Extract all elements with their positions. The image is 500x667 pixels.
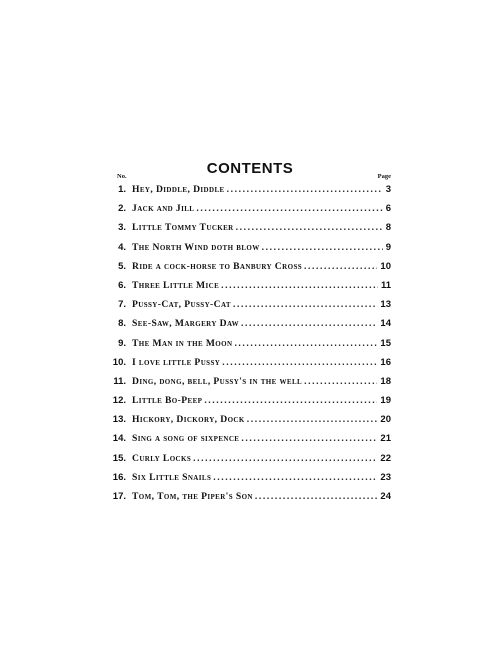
entry-page-number: 14 <box>380 318 391 330</box>
entry-title: Three Little Mice <box>132 279 220 291</box>
entry-page-number: 21 <box>380 433 391 445</box>
toc-entry[interactable] <box>110 199 391 218</box>
dot-leader <box>304 372 377 391</box>
entry-number: 2. <box>118 203 126 215</box>
entry-number: 6. <box>118 279 126 291</box>
entry-title: Hickory, Dickory, Dock <box>132 414 245 426</box>
toc-entry[interactable] <box>110 353 391 372</box>
dot-leader <box>262 238 383 257</box>
entry-page-number: 9 <box>385 241 391 253</box>
dot-leader <box>193 449 377 468</box>
entry-page-number: 13 <box>380 299 391 311</box>
entry-number: 9. <box>118 337 126 349</box>
toc-entry[interactable] <box>110 468 391 487</box>
entry-page-number: 11 <box>380 279 391 291</box>
page-title: CONTENTS <box>206 160 294 177</box>
dot-leader <box>222 353 377 372</box>
toc-entry[interactable] <box>110 429 391 448</box>
entry-line <box>132 487 391 506</box>
entry-title: I love little Pussy <box>132 356 221 368</box>
dot-leader <box>241 429 377 448</box>
entry-line <box>132 372 391 391</box>
entry-page-number: 16 <box>380 356 391 368</box>
entry-line <box>132 314 391 333</box>
entry-line <box>132 410 391 429</box>
toc-entry[interactable] <box>110 238 391 257</box>
dot-leader <box>236 218 383 237</box>
entry-title: See-Saw, Margery Daw <box>132 318 240 330</box>
entry-number: 4. <box>118 241 126 253</box>
entry-title: Ride a cock-horse to Banbury Cross <box>132 260 303 272</box>
toc-entry[interactable] <box>110 334 391 353</box>
entry-number: 3. <box>118 222 126 234</box>
entry-title: Little Bo-Peep <box>132 395 203 407</box>
toc-entry[interactable] <box>110 314 391 333</box>
dot-leader <box>233 295 377 314</box>
number-column-label: No. <box>117 173 127 180</box>
entry-line <box>132 276 391 295</box>
entry-line <box>132 238 391 257</box>
dot-leader <box>241 314 377 333</box>
toc-entry[interactable] <box>110 295 391 314</box>
entry-title: Jack and Jill <box>132 203 195 215</box>
entry-page-number: 10 <box>380 260 391 272</box>
toc-entry[interactable] <box>110 487 391 506</box>
entry-page-number: 8 <box>385 222 391 234</box>
entry-line <box>132 391 391 410</box>
dot-leader <box>234 334 377 353</box>
dot-leader <box>213 468 377 487</box>
dot-leader <box>247 410 378 429</box>
toc-entry[interactable] <box>110 218 391 237</box>
entry-line <box>132 257 391 276</box>
dot-leader <box>196 199 382 218</box>
entry-line <box>132 218 391 237</box>
entry-title: The North Wind doth blow <box>132 241 260 253</box>
table-of-contents <box>110 180 391 506</box>
dot-leader <box>227 180 383 199</box>
dot-leader <box>204 391 377 410</box>
entry-page-number: 20 <box>380 414 391 426</box>
toc-entry[interactable] <box>110 449 391 468</box>
entry-line <box>132 353 391 372</box>
dot-leader <box>221 276 378 295</box>
entry-number: 14. <box>112 433 126 445</box>
entry-title: Tom, Tom, the Piper's Son <box>132 491 253 502</box>
dot-leader <box>255 487 378 506</box>
toc-entry[interactable] <box>110 257 391 276</box>
toc-entry[interactable] <box>110 276 391 295</box>
entry-number: 5. <box>118 260 126 272</box>
entry-title: Little Tommy Tucker <box>132 222 234 234</box>
toc-entry[interactable] <box>110 180 391 199</box>
entry-title: Six Little Snails <box>132 471 212 483</box>
entry-number: 16. <box>112 471 126 483</box>
entry-line <box>132 449 391 468</box>
entry-number: 1. <box>118 184 126 195</box>
entry-line <box>132 468 391 487</box>
entry-line <box>132 199 391 218</box>
dot-leader <box>304 257 377 276</box>
entry-title: Ding, dong, bell, Pussy's in the well <box>132 375 303 387</box>
entry-page-number: 23 <box>380 471 391 483</box>
entry-page-number: 18 <box>380 375 391 387</box>
entry-page-number: 6 <box>385 203 391 215</box>
entry-title: The Man in the Moon <box>132 337 233 349</box>
page-column-label: Page <box>377 173 391 180</box>
entry-title: Sing a song of sixpence <box>132 433 240 445</box>
entry-line <box>132 295 391 314</box>
toc-entry[interactable] <box>110 391 391 410</box>
entry-page-number: 19 <box>380 395 391 407</box>
entry-number: 11. <box>113 375 126 387</box>
toc-entry[interactable] <box>110 410 391 429</box>
entry-page-number: 24 <box>380 491 391 502</box>
entry-number: 17. <box>112 491 126 502</box>
entry-line <box>132 429 391 448</box>
entry-number: 15. <box>112 452 126 464</box>
toc-entry[interactable] <box>110 372 391 391</box>
entry-number: 13. <box>112 414 126 426</box>
entry-page-number: 22 <box>380 452 391 464</box>
entry-line <box>132 334 391 353</box>
entry-number: 12. <box>112 395 126 407</box>
entry-number: 8. <box>118 318 126 330</box>
entry-number: 10. <box>112 356 126 368</box>
entry-page-number: 15 <box>380 337 391 349</box>
entry-number: 7. <box>118 299 126 311</box>
entry-title: Pussy-Cat, Pussy-Cat <box>132 299 231 311</box>
entry-title: Curly Locks <box>132 452 192 464</box>
entry-line <box>132 180 391 199</box>
entry-page-number: 3 <box>385 184 391 195</box>
entry-title: Hey, Diddle, Diddle <box>132 184 225 195</box>
